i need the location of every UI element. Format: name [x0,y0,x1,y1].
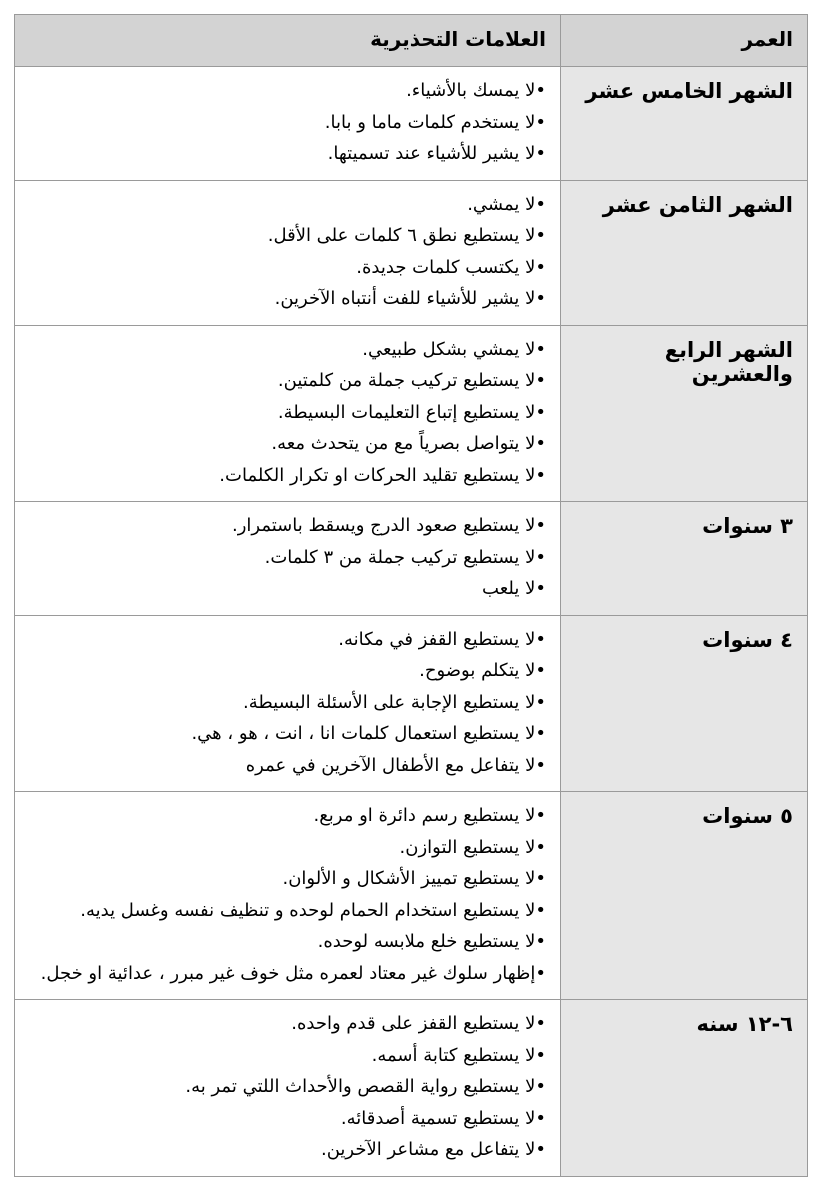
warning-sign-text: لا يمشي. [467,193,536,215]
warning-signs-cell [15,325,561,502]
warning-sign-item [25,895,546,927]
warning-sign-text: لا يستطيع رواية القصص والأحداث اللتي تمر به. [185,1076,536,1097]
warning-sign-item [25,138,546,170]
table-body [15,67,808,1177]
table-row [15,325,808,502]
warning-sign-item [25,334,546,366]
warning-sign-text: لا يستطيع استعمال كلمات انا ، انت ، هو ، هي. [191,723,536,744]
warning-sign-item [25,1040,546,1072]
warning-sign-item [25,687,546,719]
warning-sign-text: لا يستطيع استخدام الحمام لوحده و تنظيف نفسه وغسل يديه. [80,899,536,921]
warning-signs-list [25,800,546,989]
warning-sign-text: لا يكتسب كلمات جديدة. [356,256,536,278]
table-row [15,792,808,1000]
warning-sign-text: لا يمشي بشكل طبيعي. [362,338,536,360]
warning-signs-cell [15,615,561,792]
warning-sign-text: لا يتفاعل مع مشاعر الآخرين. [320,1139,536,1160]
warning-sign-item [25,800,546,832]
warning-sign-item [25,75,546,107]
warning-sign-item [25,718,546,750]
warning-sign-text: إظهار سلوك غير معتاد لعمره مثل خوف غير مبرر ، عدائية او خجل. [40,962,536,984]
warning-sign-item [25,397,546,429]
warning-sign-item [25,863,546,895]
warning-sign-text: لا يستطيع تقليد الحركات او تكرار الكلمات. [219,464,536,486]
warning-signs-list [25,510,546,605]
warning-sign-text: لا يستطيع الإجابة على الأسئلة البسيطة. [243,691,536,713]
warning-sign-item [25,1134,546,1166]
warning-signs-cell [15,67,561,181]
age-cell: ٤ سنوات [561,615,808,792]
warning-sign-item [25,573,546,605]
warning-signs-list [25,334,546,492]
table-row [15,180,808,325]
warning-signs-cell [15,502,561,616]
warning-sign-item [25,958,546,990]
table-row [15,1000,808,1177]
warning-sign-item [25,460,546,492]
warning-sign-text: لا يستطيع تسمية أصدقائه. [340,1107,536,1129]
age-cell: الشهر الخامس عشر [561,67,808,181]
warning-signs-list [25,189,546,315]
age-cell: الشهر الرابع والعشرين [561,325,808,502]
warning-sign-item [25,252,546,284]
table-row [15,67,808,181]
warning-sign-item [25,832,546,864]
warning-signs-list [25,1008,546,1166]
warning-sign-item [25,750,546,782]
warning-sign-item [25,189,546,221]
warning-sign-text: لا يشير للأشياء للفت أنتباه الآخرين. [274,288,536,309]
warning-sign-item [25,107,546,139]
warning-sign-text: لا يستطيع تركيب جملة من كلمتين. [277,370,536,391]
warning-sign-text: لا يستطيع إتباع التعليمات البسيطة. [277,401,536,423]
warning-sign-text: لا يتواصل بصرياً مع من يتحدث معه. [271,433,536,454]
warning-sign-text: لا يستطيع نطق ٦ كلمات على الأقل. [267,225,536,246]
warning-sign-item [25,1008,546,1040]
warning-sign-text: لا يشير للأشياء عند تسميتها. [327,143,536,164]
warning-sign-text: لا يتفاعل مع الأطفال الآخرين في عمره [245,754,536,776]
warning-sign-item [25,624,546,656]
warning-sign-item [25,365,546,397]
warning-sign-text: لا يتكلم بوضوح. [419,660,536,681]
warning-sign-item [25,283,546,315]
warning-sign-text: لا يستخدم كلمات ماما و بابا. [324,111,536,133]
warning-sign-text: لا يستطيع القفز على قدم واحده. [291,1013,536,1034]
warning-sign-item [25,542,546,574]
warning-sign-item [25,655,546,687]
warning-sign-item [25,926,546,958]
warning-signs-list [25,75,546,170]
warning-sign-text: لا يستطيع خلع ملابسه لوحده. [317,931,536,952]
age-cell: الشهر الثامن عشر [561,180,808,325]
warning-sign-text: لا يستطيع القفز في مكانه. [338,628,536,650]
header-warning-signs: العلامات التحذيرية [15,15,561,67]
warning-signs-document [15,14,808,1177]
warning-sign-text: لا يستطيع كتابة أسمه. [371,1044,536,1066]
age-cell: ٣ سنوات [561,502,808,616]
warning-signs-cell [15,1000,561,1177]
age-cell: ٥ سنوات [561,792,808,1000]
header-age: العمر [561,15,808,67]
warning-signs-cell [15,792,561,1000]
warning-signs-list [25,624,546,782]
warning-sign-item [25,428,546,460]
table-header-row [15,15,808,67]
warning-sign-item [25,1071,546,1103]
warning-sign-text: لا يلعب [482,578,536,599]
table-row [15,615,808,792]
warning-sign-text: لا يمسك بالأشياء. [406,80,536,101]
warning-sign-item [25,220,546,252]
warning-sign-text: لا يستطيع صعود الدرج ويسقط باستمرار. [231,515,536,536]
age-cell: ٦-١٢ سنه [561,1000,808,1177]
table-row [15,502,808,616]
warning-signs-cell [15,180,561,325]
warning-sign-text: لا يستطيع التوازن. [399,836,536,858]
warning-sign-text: لا يستطيع رسم دائرة او مربع. [313,805,536,826]
warning-sign-item [25,1103,546,1135]
warning-sign-text: لا يستطيع تمييز الأشكال و الألوان. [282,868,536,889]
warning-signs-table [14,14,808,1177]
warning-sign-text: لا يستطيع تركيب جملة من ٣ كلمات. [264,546,536,568]
warning-sign-item [25,510,546,542]
